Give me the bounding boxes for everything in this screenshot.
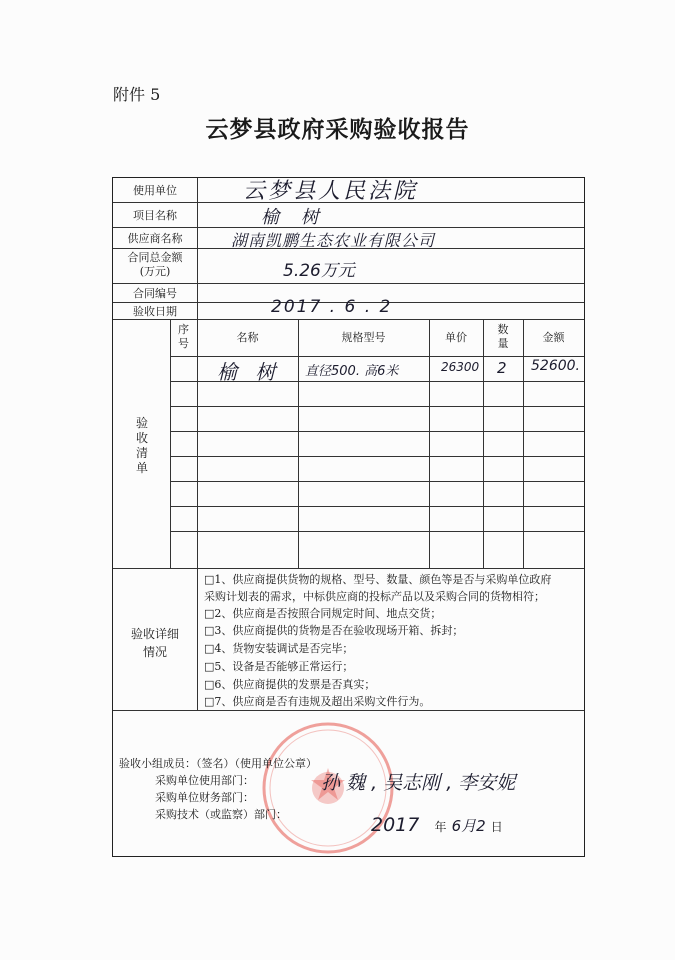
criterion-1b: 采购计划表的需求，中标供应商的投标产品以及采购合同的货物相符； bbox=[204, 590, 545, 603]
sign-date bbox=[371, 814, 503, 836]
details-label-1: 验收详细 bbox=[130, 627, 179, 641]
project-label: 项目名称 bbox=[133, 209, 177, 222]
finance-dept-label: 采购单位财务部门： bbox=[155, 791, 254, 804]
seq-header-2: 号 bbox=[178, 336, 189, 350]
criterion-3: □3、供应商提供的货物是否在验收现场开箱、拆封； bbox=[204, 624, 464, 637]
amount-header: 金额 bbox=[542, 331, 565, 344]
item-price: 26300 bbox=[441, 360, 480, 374]
use-dept-label: 采购单位使用部门： bbox=[155, 774, 254, 787]
criterion-7: □7、供应商是否有违规及超出采购文件行为。 bbox=[204, 695, 431, 708]
qty-header-1: 数 bbox=[497, 323, 509, 336]
unit-value: 云梦县人民法院 bbox=[243, 179, 419, 204]
sign-day-suffix: 日 bbox=[490, 820, 503, 834]
unit-label: 使用单位 bbox=[133, 184, 177, 197]
members-line: 验收小组成员：（签名）（使用单位公章） bbox=[119, 757, 317, 770]
details-label-2: 情况 bbox=[142, 645, 167, 659]
qty-header-2: 量 bbox=[497, 336, 509, 350]
date-value: 2017 . 6 . 2 bbox=[271, 297, 393, 317]
item-amount: 52600. bbox=[531, 358, 580, 374]
item-name: 榆 树 bbox=[217, 360, 282, 384]
items-section-label: 验收清单 bbox=[135, 416, 148, 475]
sign-month-day: 6月2 bbox=[451, 817, 486, 835]
seq-header bbox=[170, 323, 197, 351]
tech-dept-label: 采购技术（或监察）部门： bbox=[155, 808, 287, 821]
seq-header-1: 序 bbox=[178, 323, 189, 336]
attachment-number: 附件 5 bbox=[113, 85, 161, 104]
amount-value: 5.26万元 bbox=[283, 261, 355, 281]
contract-no-label: 合同编号 bbox=[133, 287, 177, 300]
sign-year-suffix: 年 bbox=[434, 820, 447, 834]
qty-header bbox=[483, 323, 523, 351]
amount-label bbox=[113, 251, 197, 279]
criterion-1a: □1、供应商提供货物的规格、型号、数量、颜色等是否与采购单位政府 bbox=[204, 573, 552, 586]
project-value: 榆 树 bbox=[261, 207, 327, 228]
name-header: 名称 bbox=[236, 331, 259, 344]
criterion-4: □4、货物安装调试是否完毕； bbox=[204, 642, 354, 655]
details-label bbox=[113, 625, 197, 661]
supplier-value: 湖南凯鹏生态农业有限公司 bbox=[231, 231, 436, 250]
acceptance-form bbox=[112, 177, 585, 857]
item-spec: 直径500. 高6米 bbox=[305, 364, 399, 379]
spec-header: 规格型号 bbox=[341, 331, 386, 344]
page-title: 云梦县政府采购验收报告 bbox=[205, 116, 470, 143]
criterion-2: □2、供应商是否按照合同规定时间、地点交货； bbox=[204, 607, 442, 620]
signed-names: 孙 魏 , 吴志刚 , 李安妮 bbox=[321, 772, 516, 794]
price-header: 单价 bbox=[445, 331, 467, 344]
item-qty: 2 bbox=[497, 359, 507, 377]
amount-label-line-1: 合同总金额 bbox=[127, 251, 183, 264]
criterion-6: □6、供应商提供的发票是否真实； bbox=[204, 678, 376, 691]
amount-label-line-2: (万元) bbox=[139, 264, 171, 278]
date-label: 验收日期 bbox=[133, 305, 177, 318]
sign-year: 2017 bbox=[371, 814, 420, 836]
supplier-label: 供应商名称 bbox=[127, 232, 183, 245]
criterion-5: □5、设备是否能够正常运行； bbox=[204, 660, 354, 673]
